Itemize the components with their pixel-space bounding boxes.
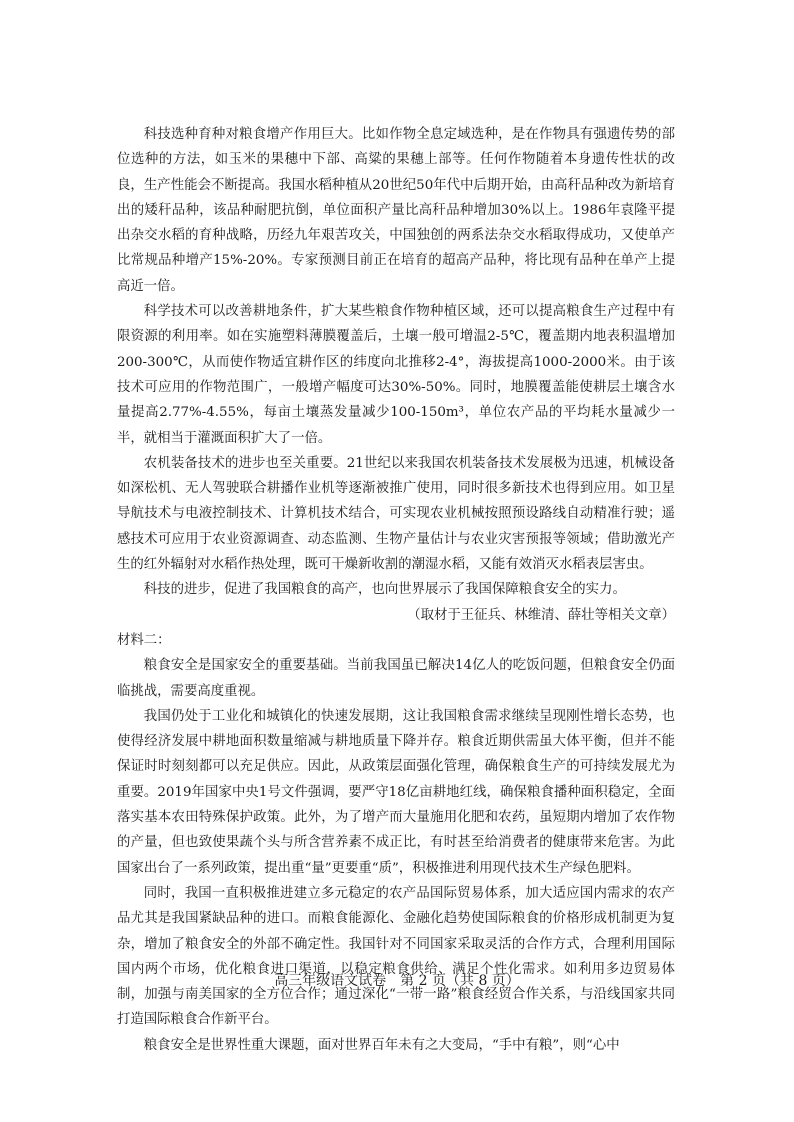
paragraph-world-challenge: 粮食安全是世界性重大课题，面对世界百年未有之大变局，“手中有粮”，则“心中 bbox=[143, 1037, 620, 1053]
paragraph-policy-measures: 我国仍处于工业化和城镇化的快速发展期，这让我国粮食需求继续呈现刚性增长态势，也使得经济发展中耕地面积数量缩减与耕地质量下降并存。粮食近期供需虽大体平衡，但并不能保证时时刻刻都可以充足供应。因此，从政策层面强化管理，确保粮食生产的可持续发展尤为重要。2019年国家中央1号文件强调，要严守18亿亩耕地红线，确保粮食播种面积稳定，全面落实基本农田特殊保护政策。此外，为了增产而大量施用化肥和农药，虽短期内增加了农作物的产量，但也致使果蔬个头与所含营养素不成正比，有时甚至给消费者的健康带来危害。为此国家出台了一系列政策，提出重“量”更要重“质”，积极推进利用现代技术生产绿色肥料。 bbox=[117, 708, 675, 876]
paragraph-international-trade: 同时，我国一直积极推进建立多元稳定的农产品国际贸易体系，加大适应国内需求的农产品尤其是我国紧缺品种的进口。而粮食能源化、金融化趋势使国际粮食的价格形成机制更为复杂，增加了粮食安全的外部不确定性。我国针对不同国家采取灵活的合作方式，合理利用国际国内两个市场，优化粮食进口渠道，以稳定粮食供给、满足个性化需求。如利用多边贸易体制，加强与南美国家的全方位合作；通过深化“一带一路”粮食经贸合作关系，与沿线国家共同打造国际粮食合作新平台。 bbox=[117, 885, 675, 1028]
document-body bbox=[117, 122, 675, 1058]
paragraph-agricultural-machinery: 农机装备技术的进步也至关重要。21世纪以来我国农机装备技术发展极为迅速，机械设备如深松机、无人驾驶联合耕播作业机等逐渐被推广使用，同时很多新技术也得到应用。如卫星导航技术与电液控制技术、计算机技术结合，可实现农业机械按照预设路线自动精准行驶；遥感技术可应用于农业资源调查、动态监测、生物产量估计与农业灾害预报等领域；借助激光产生的红外辐射对水稻作热处理，既可干燥新收割的潮湿水稻，又能有效消灭水稻表层害虫。 bbox=[117, 455, 675, 573]
material-two-label: 材料二： bbox=[117, 632, 171, 648]
source-note: （取材于王征兵、林维清、薛壮等相关文章） bbox=[407, 607, 675, 623]
paragraph-seed-breeding: 科技选种育种对粮食增产作用巨大。比如作物全息定域选种，是在作物具有强遗传势的部位选种的方法，如玉米的果穗中下部、高粱的果穗上部等。任何作物随着本身遗传性状的改良，生产性能会不断提高。我国水稻种植从20世纪50年代中后期开始，由高秆品种改为新培育出的矮秆品种，该品种耐肥抗倒，单位面积产量比高秆品种增加30%以上。1986年袁隆平提出杂交水稻的育种战略，历经九年艰苦攻关，中国独创的两系法杂交水稻取得成功，又使单产比常规品种增产15%-20%。专家预测目前正在培育的超高产品种，将比现有品种在单产上提高近一倍。 bbox=[117, 127, 675, 294]
paragraph-food-security-foundation: 粮食安全是国家安全的重要基础。当前我国虽已解决14亿人的吃饭问题，但粮食安全仍面临挑战，需要高度重视。 bbox=[117, 658, 675, 699]
paragraph-farmland-conditions: 科学技术可以改善耕地条件，扩大某些粮食作物种植区域，还可以提高粮食生产过程中有限资源的利用率。如在实施塑料薄膜覆盖后，土壤一般可增温2-5℃，覆盖期内地表积温增加200-300℃，从而使作物适宜耕作区的纬度向北推移2-4°，海拔提高1000-2000米。由于该技术可应用的作物范围广，一般增产幅度可达30%-50%。同时，地膜覆盖能使耕层土壤含水量提高2.77%-4.55%，每亩土壤蒸发量减少100-150m³，单位农产品的平均耗水量减少一半，就相当于灌溉面积扩大了一倍。 bbox=[117, 304, 675, 446]
paragraph-tech-progress-summary: 科技的进步，促进了我国粮食的高产，也向世界展示了我国保障粮食安全的实力。 bbox=[143, 582, 626, 598]
page-footer: 高三年级语文试卷 第 2 页（共 8 页） bbox=[274, 973, 520, 989]
